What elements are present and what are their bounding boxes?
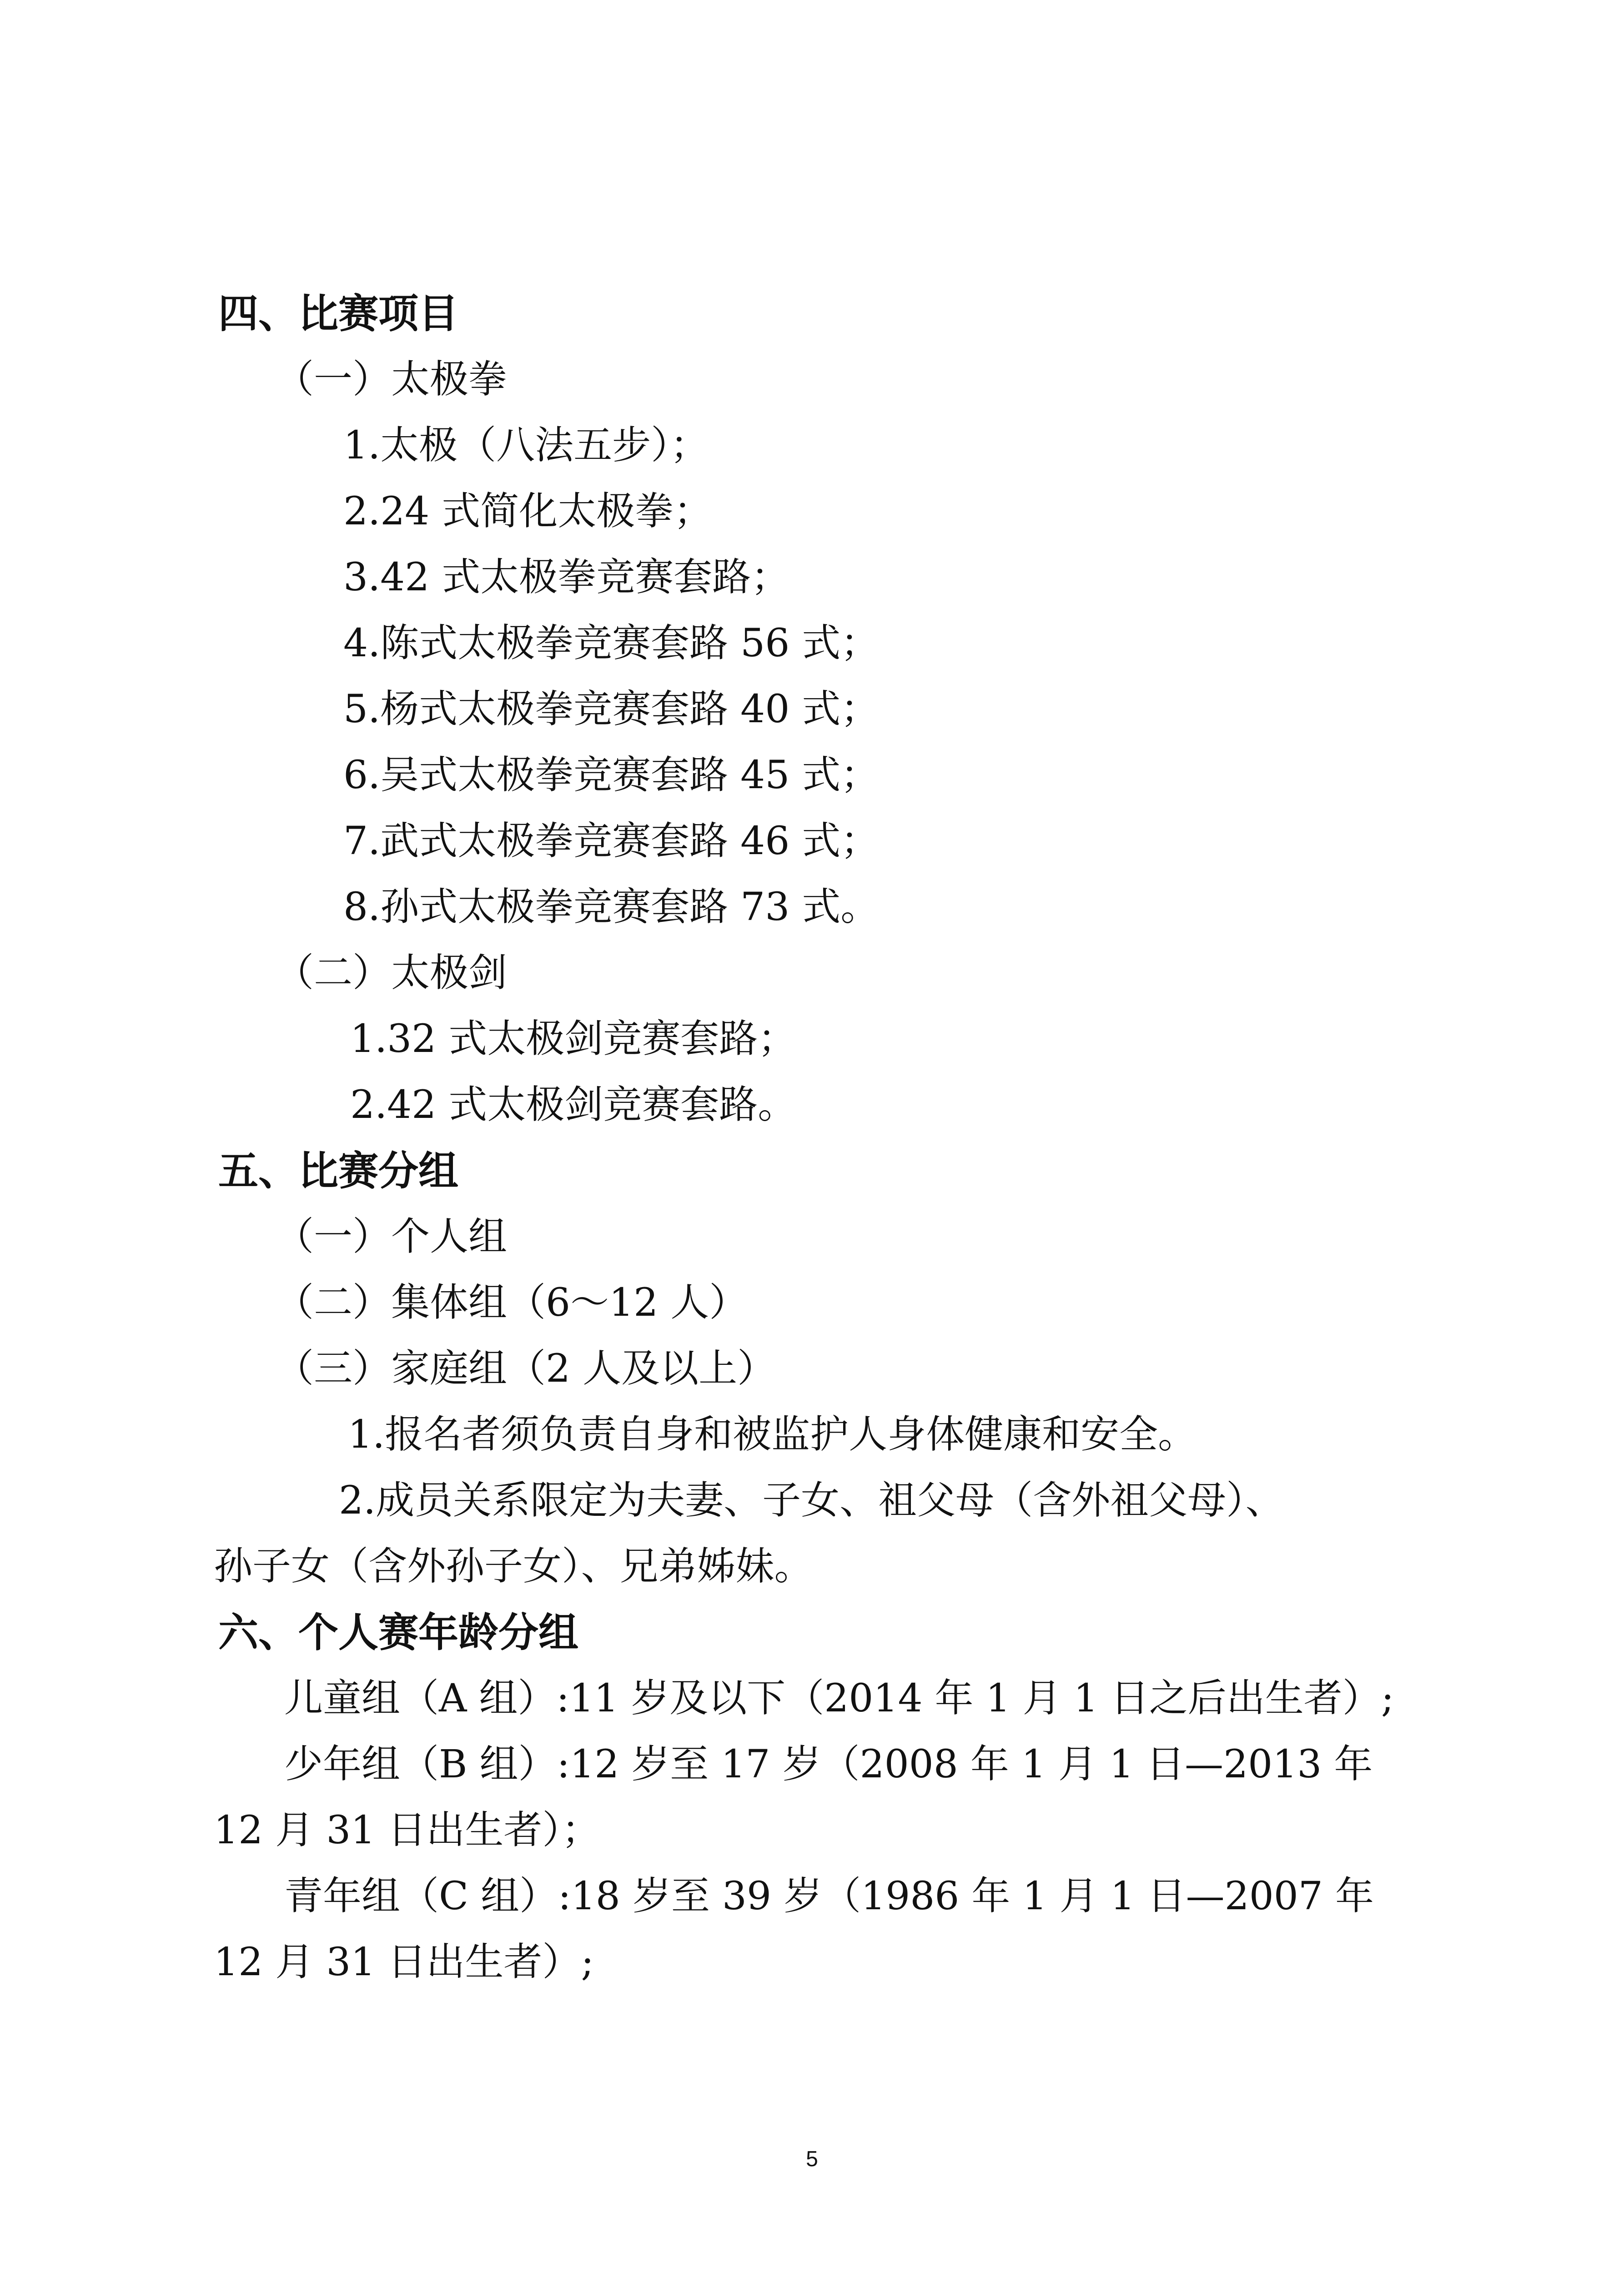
list-item: 6.吴式太极拳竞赛套路 45 式； [343,753,880,798]
list-item: 2.24 式简化太极拳； [343,489,713,534]
subsection-title-taiji-jian: （二）太极剑 [275,951,508,996]
group-item: （二）集体组（6～12 人） [275,1280,748,1325]
note-line: 1.报名者须负责自身和被监护人身体健康和安全。 [348,1412,1197,1457]
age-group-line: 儿童组（A 组）:11 岁及以下（2014 年 1 月 1 日之后出生者）; [284,1676,1394,1721]
list-item: 7.武式太极拳竞赛套路 46 式； [343,819,880,864]
group-item: （一）个人组 [275,1214,508,1259]
list-item: 3.42 式太极拳竞赛套路； [343,555,790,600]
list-item: 5.杨式太极拳竞赛套路 40 式； [343,687,880,732]
age-group-line: 12 月 31 日出生者）; [214,1940,594,1985]
note-line: 2.成员关系限定为夫妻、子女、祖父母（含外祖父母）、 [339,1478,1284,1523]
section-heading-age-groups: 六、个人赛年龄分组 [218,1609,579,1656]
age-group-line: 少年组（B 组）:12 岁至 17 岁（2008 年 1 月 1 日—2013 年 [284,1742,1373,1787]
group-item: （三）家庭组（2 人及以上） [275,1346,776,1391]
note-line: 孙子女（含外孙子女）、兄弟姊妹。 [214,1544,813,1589]
age-group-line: 12 月 31 日出生者）； [214,1808,600,1853]
subsection-title-taiji-quan: （一）太极拳 [275,357,508,402]
page-number: 5 [806,2147,818,2171]
list-item: 1.32 式太极剑竞赛套路； [350,1016,797,1062]
list-item: 2.42 式太极剑竞赛套路。 [350,1082,797,1127]
section-heading-competition-events: 四、比赛项目 [218,290,459,337]
list-item: 4.陈式太极拳竞赛套路 56 式； [343,621,880,666]
age-group-line: 青年组（C 组）:18 岁至 39 岁（1986 年 1 月 1 日—2007 年 [284,1874,1374,1919]
list-item: 8.孙式太极拳竞赛套路 73 式。 [343,885,880,930]
section-heading-competition-groups: 五、比赛分组 [218,1147,459,1194]
list-item: 1.太极（八法五步）； [343,423,709,468]
